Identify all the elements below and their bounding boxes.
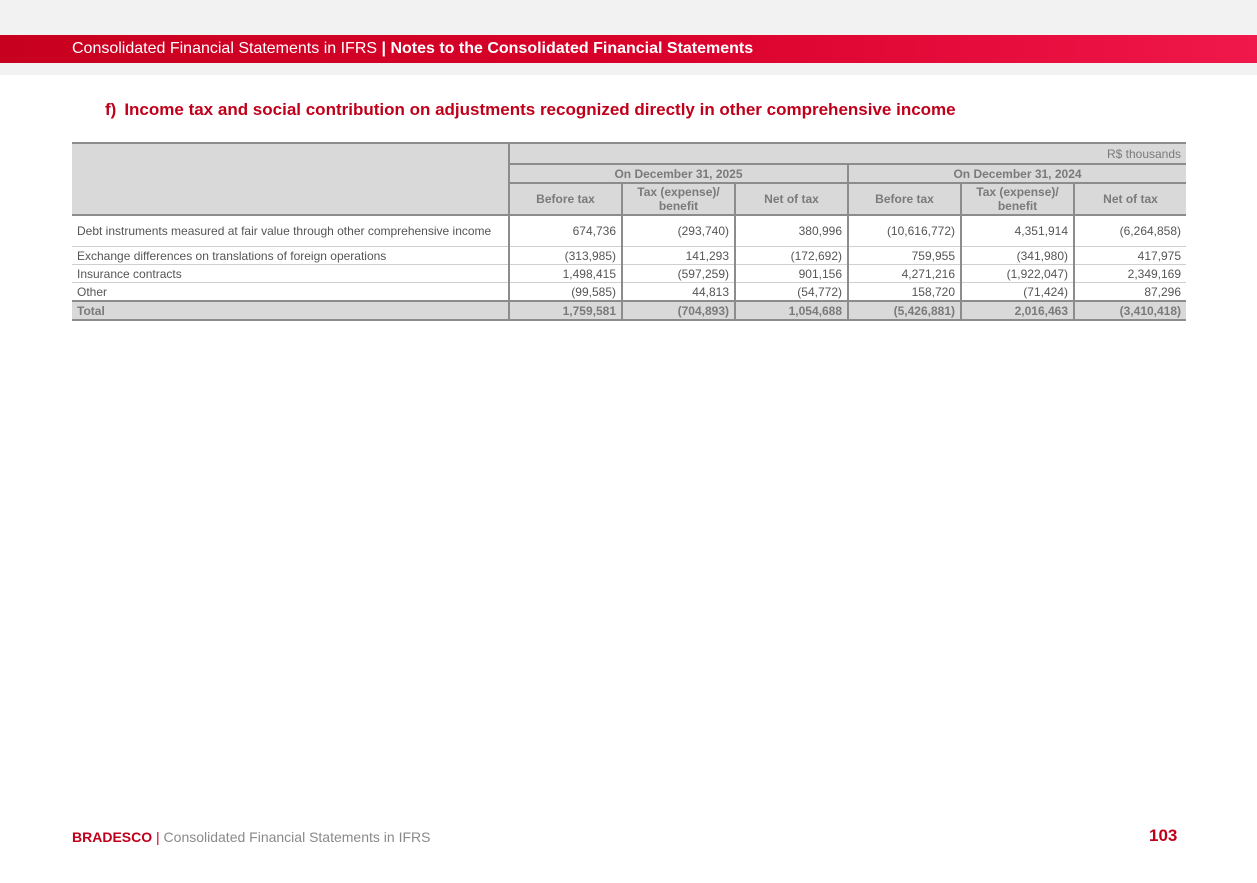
footer-brand: BRADESCO	[72, 829, 153, 845]
table-cell: (10,616,772)	[848, 215, 961, 247]
table-cell: 1,498,415	[509, 265, 622, 283]
table-row	[72, 265, 1186, 283]
table-cell: 44,813	[622, 283, 735, 302]
table-row	[72, 283, 1186, 302]
table-cell: 417,975	[1074, 247, 1186, 265]
tax-adjustments-table	[72, 142, 1186, 321]
total-cell: (3,410,418)	[1074, 301, 1186, 320]
table-cell: (54,772)	[735, 283, 848, 302]
header-separator: |	[381, 40, 386, 57]
total-cell: (5,426,881)	[848, 301, 961, 320]
row-label: Exchange differences on translations of foreign operations	[72, 247, 509, 265]
table-cell: 158,720	[848, 283, 961, 302]
column-header: Tax (expense)/ benefit	[961, 183, 1074, 215]
row-label: Insurance contracts	[72, 265, 509, 283]
table-cell: (341,980)	[961, 247, 1074, 265]
unit-label: R$ thousands	[509, 143, 1186, 164]
section-title	[105, 100, 956, 120]
period-header-2025: On December 31, 2025	[509, 164, 848, 183]
footer-doc-title: Consolidated Financial Statements in IFRS	[163, 829, 431, 845]
header-section-title: Notes to the Consolidated Financial Statements	[390, 40, 754, 57]
table-cell: (597,259)	[622, 265, 735, 283]
header-doc-title: Consolidated Financial Statements in IFRS	[72, 40, 378, 57]
table-cell: (6,264,858)	[1074, 215, 1186, 247]
total-cell: 1,054,688	[735, 301, 848, 320]
total-row	[72, 301, 1186, 320]
total-cell: 1,759,581	[509, 301, 622, 320]
footer-separator: |	[156, 829, 160, 845]
table-cell: (99,585)	[509, 283, 622, 302]
header-underbar	[0, 63, 1257, 75]
table-cell: 759,955	[848, 247, 961, 265]
total-cell: (704,893)	[622, 301, 735, 320]
table-cell: 4,271,216	[848, 265, 961, 283]
total-cell: 2,016,463	[961, 301, 1074, 320]
top-margin	[0, 0, 1257, 35]
column-header: Before tax	[848, 183, 961, 215]
column-header: Tax (expense)/ benefit	[622, 183, 735, 215]
table-cell: 87,296	[1074, 283, 1186, 302]
column-header: Net of tax	[735, 183, 848, 215]
section-letter: f)	[105, 100, 117, 119]
header-banner	[0, 35, 1257, 63]
section-title-text: Income tax and social contribution on adjustments recognized directly in other comprehensive income	[124, 100, 956, 119]
table-stub-header	[72, 143, 509, 215]
column-header: Before tax	[509, 183, 622, 215]
footer	[72, 829, 430, 845]
table-cell: (71,424)	[961, 283, 1074, 302]
table-cell: 2,349,169	[1074, 265, 1186, 283]
table-cell: (293,740)	[622, 215, 735, 247]
total-label: Total	[72, 301, 509, 320]
table-cell: 141,293	[622, 247, 735, 265]
table-cell: 674,736	[509, 215, 622, 247]
row-label: Other	[72, 283, 509, 302]
table-cell: 380,996	[735, 215, 848, 247]
table-cell: (172,692)	[735, 247, 848, 265]
table-cell: (1,922,047)	[961, 265, 1074, 283]
row-label: Debt instruments measured at fair value through other comprehensive income	[72, 215, 509, 247]
period-header-2024: On December 31, 2024	[848, 164, 1186, 183]
table-cell: 901,156	[735, 265, 848, 283]
page-number: 103	[1149, 826, 1178, 845]
table-row	[72, 247, 1186, 265]
table-row	[72, 215, 1186, 247]
table-cell: 4,351,914	[961, 215, 1074, 247]
table-cell: (313,985)	[509, 247, 622, 265]
column-header: Net of tax	[1074, 183, 1186, 215]
